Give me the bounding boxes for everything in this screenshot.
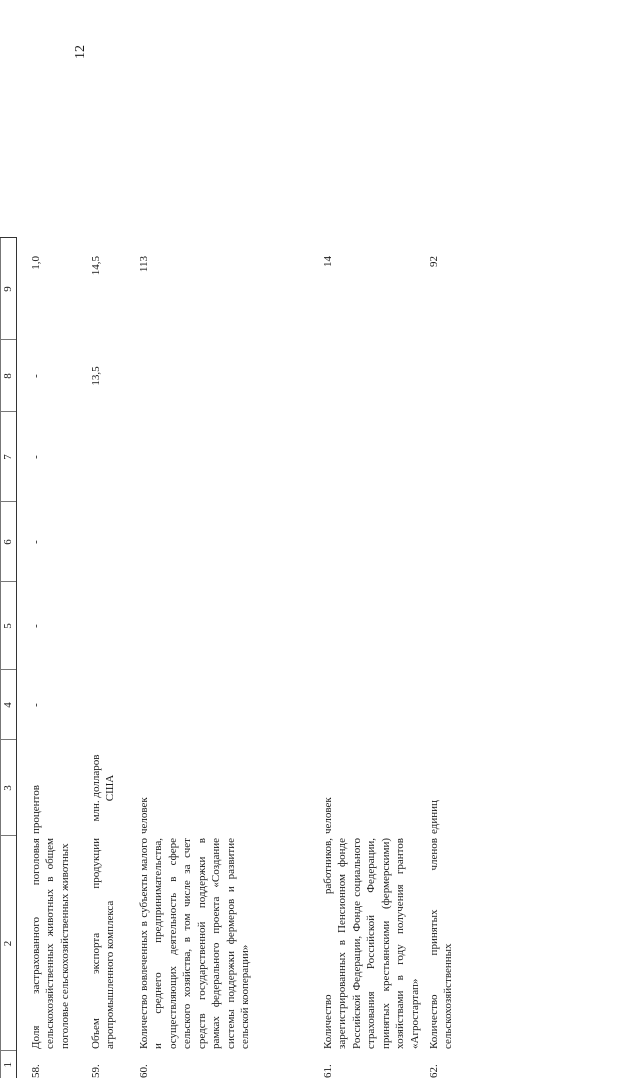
value-cell	[427, 502, 457, 582]
row-number: 61.	[321, 1051, 427, 1078]
value-cell: 1,0	[29, 238, 89, 340]
page-number: 12	[69, 37, 93, 67]
value-cell	[321, 412, 427, 502]
value-cell	[321, 582, 427, 670]
value-cell	[427, 670, 457, 740]
table-header-row	[1, 238, 17, 1078]
value-cell: 14,5	[89, 238, 137, 340]
row-number: 59.	[89, 1051, 137, 1078]
value-cell	[89, 670, 137, 740]
column-header: 7	[1, 412, 17, 502]
indicator-name: Объем экспорта продукции агропромышленного комплекса	[89, 836, 137, 1051]
value-cell: -	[29, 412, 89, 502]
column-header: 1	[1, 1051, 17, 1078]
value-cell: -	[29, 670, 89, 740]
column-header: 6	[1, 502, 17, 582]
indicator-name: Доля застрахованного поголовья сельскохозяйственных животных в общем поголовье сельскохозяйственных животных	[29, 836, 89, 1051]
value-cell: 14	[321, 238, 427, 340]
value-cell: 13,5	[89, 340, 137, 412]
unit-cell: млн. долларов США	[89, 740, 137, 836]
value-cell	[137, 582, 321, 670]
rotated-page	[0, 238, 476, 1078]
value-cell: -	[29, 340, 89, 412]
unit-cell: человек	[321, 740, 427, 836]
indicators-table	[0, 238, 457, 1078]
unit-cell: процентов	[29, 740, 89, 836]
value-cell	[321, 502, 427, 582]
indicator-name: Количество принятых членов сельскохозяйственных	[427, 836, 457, 1051]
value-cell	[427, 412, 457, 502]
value-cell	[137, 412, 321, 502]
unit-cell: единиц	[427, 740, 457, 836]
indicator-name: Количество вовлеченных в субъекты малого и среднего предпринимательства, осуществляющих деятельность в сфере сельского хозяйства, в том числе за счет средств государственной поддержки в рамках федерального проекта «Создание системы поддержки фермеров и развитие сельской кооперации»	[137, 836, 321, 1051]
column-header: 5	[1, 582, 17, 670]
value-cell	[427, 340, 457, 412]
indicator-name: Количество работников, зарегистрированных в Пенсионном фонде Российской Федерации, Фонде социального страхования Российской Федерации, принятых крестьянскими (фермерскими) хозяйствами в году получения грантов «Агростартап»	[321, 836, 427, 1051]
column-header: 8	[1, 340, 17, 412]
value-cell: -	[29, 502, 89, 582]
row-number: 62.	[427, 1051, 457, 1078]
value-cell	[321, 670, 427, 740]
value-cell	[89, 502, 137, 582]
table-row	[321, 238, 427, 1078]
value-cell	[137, 340, 321, 412]
value-cell	[321, 340, 427, 412]
column-header: 4	[1, 670, 17, 740]
table-row	[427, 238, 457, 1078]
table-row	[89, 238, 137, 1078]
column-header: 3	[1, 740, 17, 836]
table-row	[29, 238, 89, 1078]
row-number: 60.	[137, 1051, 321, 1078]
value-cell: 113	[137, 238, 321, 340]
column-header: 9	[1, 238, 17, 340]
value-cell	[89, 412, 137, 502]
value-cell	[427, 582, 457, 670]
value-cell: 92	[427, 238, 457, 340]
value-cell: -	[29, 582, 89, 670]
column-header: 2	[1, 836, 17, 1051]
value-cell	[137, 502, 321, 582]
unit-cell: человек	[137, 740, 321, 836]
value-cell	[137, 670, 321, 740]
value-cell	[89, 582, 137, 670]
row-number: 58.	[29, 1051, 89, 1078]
table-row	[137, 238, 321, 1078]
